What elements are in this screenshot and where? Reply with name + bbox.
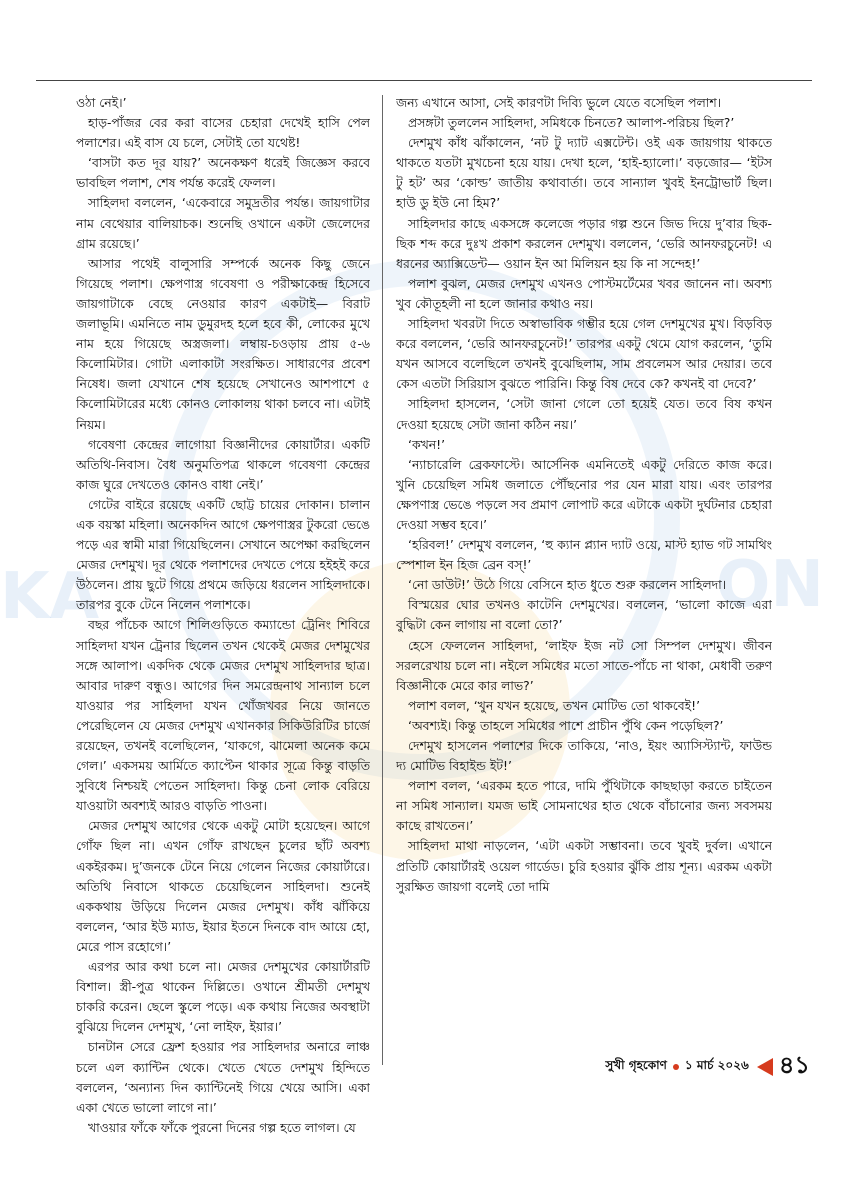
paragraph: ‘কখন!’ [408, 436, 446, 452]
magazine-name: সুখী গৃহকোণ [605, 1058, 667, 1072]
paragraph: গবেষণা কেন্দ্রের লাগোয়া বিজ্ঞানীদের কোয়ার্টার। একটি অতিথি-নিবাস। বৈধ অনুমতিপত্র থাকলে গবেষণা কেন্দ্রের কাজ ঘুরে দেখতেও কোনও বাধা নেই।’ [76, 436, 370, 492]
paragraph: হেসে ফেললেন সাহিলদা, ‘লাইফ ইজ নট সো সিম্পল দেশমুখ। জীবন সরলরেখায় চলে না। নইলে সমিধের মতো সাতে-পাঁচে না থাকা, মেধাবী তরুণ বিজ্ঞানীকে মেরে কার লাভ?’ [396, 637, 772, 693]
right-column [396, 93, 772, 897]
watermark-text-right: ON [716, 548, 824, 622]
page-footer [605, 1050, 810, 1084]
arrow-icon [757, 1058, 773, 1076]
paragraph: এরপর আর কথা চলে না। মেজর দেশমুখের কোয়ার্টারটি বিশাল। স্ত্রী-পুত্র থাকেন দিল্লিতে। ওখানে শ্রীমতী দেশমুখ চাকরি করেন। ছেলে স্কুলে পড়ে। এক কথায় নিজের অবস্থাটা বুঝিয়ে দিলেন দেশমুখ, ‘নো লাইফ, ইয়ার।’ [76, 959, 370, 1035]
paragraph: ‘নো ডাউট!’ উঠে গিয়ে বেসিনে হাত ধুতে শুরু করলেন সাহিলদা। [408, 577, 727, 593]
paragraph: প্রসঙ্গটা তুললেন সাহিলদা, সমিধকে চিনতে? আলাপ-পরিচয় ছিল?’ [408, 115, 735, 131]
column-divider [382, 95, 383, 1065]
paragraph: হাড়-পাঁজর বের করা বাসের চেহারা দেখেই হাসি পেল পলাশের। এই বাস যে চলে, সেটাই তো যথেষ্ট! [76, 115, 370, 151]
paragraph: সাহিলদা মাথা নাড়লেন, ‘এটা একটা সম্ভাবনা। তবে খুবই দুর্বল। এখানে প্রতিটি কোয়ার্টারই ওয়েল গার্ডেড। চুরি হওয়ার ঝুঁকি প্রায় শূন্য। এরকম একটা সুরক্ষিত জায়গা বলেই তো দামি [396, 838, 772, 894]
paragraph: আসার পথেই বালুসারি সম্পর্কে অনেক কিছু জেনে গিয়েছে পলাশ। ক্ষেপণাস্ত্র গবেষণা ও পরীক্ষাকেন্দ্র হিসেবে জায়গাটাকে বেছে নেওয়ার কারণ একটাই— বিরাট জলাভূমি। এমনিতে নাম ডুমুরদহ হলে হবে কী, লোকের মুখে নাম হয়ে গিয়েছে অস্ত্রজলা। লম্বায়-চওড়ায় প্রায় ৫-৬ কিলোমিটার। গোটা এলাকাটা সংরক্ষিত। সাধারণের প্রবেশ নিষেধ। জলা যেখানে শেষ হয়েছে সেখানেও আশপাশে ৫ কিলোমিটারের মধ্যে কোনও লোকালয় থাকা চলবে না। এটাই নিয়ম। [76, 255, 370, 432]
page-number: ৪১ [778, 1051, 810, 1079]
watermark-text-left: KA [0, 560, 100, 634]
left-column [76, 93, 370, 1138]
issue-date: ১ মার্চ ২০২৬ [684, 1058, 749, 1072]
paragraph: বিস্ময়ের ঘোর তখনও কাটেনি দেশমুখের। বললেন, ‘ভালো কাজে এরা বুদ্ধিটা কেন লাগায় না বলো তো?’ [396, 597, 772, 633]
paragraph: খাওয়ার ফাঁকে ফাঁকে পুরনো দিনের গল্প হতে লাগল। যে [88, 1119, 356, 1135]
paragraph: মেজর দেশমুখ আগের থেকে একটু মোটা হয়েছেন। আগে গোঁফ ছিল না। এখন গোঁফ রাখছেন চুলের ছাঁট অবশ্য একইরকম। দু’জনকে টেনে নিয়ে গেলেন নিজের কোয়ার্টারে। অতিথি নিবাসে থাকতে চেয়েছিলেন সাহিলদা। শুনেই এককথায় উড়িয়ে দিলেন মেজর দেশমুখ। কাঁধ ঝাঁকিয়ে বললেন, ‘আর ইউ ম্যাড, ইয়ার ইতনে দিনকে বাদ আয়ে হো, মেরে পাস রহোগে।’ [76, 818, 370, 954]
top-rule [36, 80, 812, 81]
paragraph: পলাশ বলল, ‘খুন যখন হয়েছে, তখন মোটিভ তো থাকবেই!’ [408, 697, 701, 713]
paragraph: চানটান সেরে ফ্রেশ হওয়ার পর সাহিলদার অনারে লাঞ্চ চলে এল ক্যান্টিন থেকে। খেতে খেতে দেশমুখ হিন্দিতে বললেন, ‘অন্যান্য দিন ক্যান্টিনেই গিয়ে খেয়ে আসি। একা একা খেতে ভালো লাগে না।’ [76, 1039, 370, 1115]
paragraph: দেশমুখ হাসলেন পলাশের দিকে তাকিয়ে, ‘নাও, ইয়ং অ্যাসিস্ট্যান্ট, ফাউন্ড দ্য মোটিভ বিহাইন্ড ইট!’ [396, 738, 772, 774]
paragraph: ‘বাসটা কত দূর যায়?’ অনেকক্ষণ ধরেই জিজ্ঞেস করবে ভাবছিল পলাশ, শেষ পর্যন্ত করেই ফেলল। [76, 155, 370, 191]
paragraph: ‘অবশ্যই। কিন্তু তাহলে সমিধের পাশে প্রাচীন পুঁথি কেন পড়েছিল?’ [408, 717, 724, 733]
paragraph: সাহিলদার কাছে একসঙ্গে কলেজে পড়ার গল্প শুনে জিভ দিয়ে দু’বার ছিক-ছিক শব্দ করে দুঃখ প্রকাশ করলেন দেশমুখ। বললেন, ‘ভেরি আনফরচুনেট! এ ধরনের অ্যাক্সিডেন্ট— ওয়ান ইন আ মিলিয়ন হয় কি না সন্দেহ!’ [396, 215, 772, 271]
paragraph: সাহিলদা বললেন, ‘একেবারে সমুদ্রতীর পর্যন্ত। জায়গাটার নাম বেথেয়ার বালিয়াচক। শুনেছি ওখানে একটা জেলেদের গ্রাম রয়েছে।’ [76, 195, 370, 251]
paragraph: সাহিলদা খবরটা দিতে অস্বাভাবিক গম্ভীর হয়ে গেল দেশমুখের মুখ। বিড়বিড় করে বললেন, ‘ভেরি আনফরচুনেট!’ তারপর একটু থেমে যোগ করলেন, ‘তুমি যখন আসবে বলেছিলে তখনই বুঝেছিলাম, সাম প্রবলেমস আর দেয়ার। তবে কেস এতটা সিরিয়াস বুঝতে পারিনি। কিন্তু বিষ দেবে কে? কখনই বা দেবে?’ [396, 316, 772, 392]
paragraph: পলাশ বুঝল, মেজর দেশমুখ এখনও পোস্টমর্টেমের খবর জানেন না। অবশ্য খুব কৌতূহলী না হলে জানার কথাও নয়। [396, 275, 772, 311]
paragraph: সাহিলদা হাসলেন, ‘সেটা জানা গেলে তো হয়েই যেত। তবে বিষ কখন দেওয়া হয়েছে সেটা জানা কঠিন নয়।’ [396, 396, 772, 432]
footer-dot-icon [673, 1064, 679, 1070]
paragraph: গেটের বাইরে রয়েছে একটি ছোট্ট চায়ের দোকান। চালান এক বয়স্কা মহিলা। অনেকদিন আগে ক্ষেপণাস্ত্রর টুকরো ভেঙে পড়ে এর স্বামী মারা গিয়েছিলেন। সেখানে অপেক্ষা করছিলেন মেজর দেশমুখ। দূর থেকে পলাশদের দেখতে পেয়ে হইহই করে উঠলেন। প্রায় ছুটে গিয়ে প্রথমে জড়িয়ে ধরলেন সাহিলদাকে। তারপর বুকে টেনে নিলেন পলাশকে। [76, 496, 370, 613]
paragraph: জন্য এখানে আসা, সেই কারণটা দিব্যি ভুলে যেতে বসেছিল পলাশ। [396, 95, 722, 110]
paragraph: ‘ন্যাচারেলি ব্রেকফাস্টে। আর্সেনিক এমনিতেই একটু দেরিতে কাজ করে। খুনি চেয়েছিল সমিধ জলাতে পৌঁছনোর পর যেন মারা যায়। এবং তারপর ক্ষেপণাস্ত্র ভেঙে পড়লে সব প্রমাণ লোপাট করে এটাকে একটা দুর্ঘটনার চেহারা দেওয়া সম্ভব হবে।’ [396, 456, 772, 532]
paragraph: দেশমুখ কাঁধ ঝাঁকালেন, ‘নট টু দ্যাট এক্সটেন্ট। ওই এক জায়গায় থাকতে থাকতে যতটা মুখচেনা হয়ে যায়। দেখা হলে, ‘হাই-হ্যালো।’ বড়জোর— ‘ইটস টু হট’ অর ‘কোল্ড’ জাতীয় কথাবার্তা। তবে সান্যাল খুবই ইনট্রোভার্ট ছিল। হাউ ডু ইউ নো হিম?’ [396, 135, 772, 211]
paragraph: পলাশ বলল, ‘এরকম হতে পারে, দামি পুঁথিটাকে কাছছাড়া করতে চাইতেন না সমিধ সান্যাল। যমজ ভাই সোমনাথের হাত থেকে বাঁচানোর জন্য সবসময় কাছে রাখতেন।’ [396, 778, 772, 834]
paragraph: বছর পাঁচেক আগে শিলিগুড়িতে কম্যান্ডো ট্রেনিং শিবিরে সাহিলদা যখন ট্রেনার ছিলেন তখন থেকেই মেজর দেশমুখের সঙ্গে আলাপ। একদিক থেকে মেজর দেশমুখ সাহিলদার ছাত্র। আবার দারুণ বন্ধুও। আগের দিন সমরেন্দ্রনাথ সান্যাল চলে যাওয়ার পর সাহিলদা যখন খোঁজখবর নিয়ে জানতে পেরেছিলেন যে মেজর দেশমুখ এখানকার সিকিউরিটির চার্জে রয়েছেন, তখনই বলেছিলেন, ‘যাকগে, ঝামেলা অনেক কমে গেল।’ একসময় আর্মিতে ক্যাপ্টেন থাকার সূত্রে কিন্তু বাড়তি সুবিধে নিশ্চয়ই পেতেন সাহিলদা। কিন্তু চেনা লোক বেরিয়ে যাওয়াটা অবশ্যই আরও বাড়তি পাওনা। [76, 617, 370, 814]
paragraph: ‘হরিবল!’ দেশমুখ বললেন, ‘হু ক্যান প্ল্যান দ্যাট ওয়ে, মাস্ট হ্যাভ গট সামথিং স্পেশাল ইন হিজ ব্রেন বস্‌!’ [396, 537, 772, 573]
paragraph: ওঠা নেই।’ [76, 95, 127, 110]
